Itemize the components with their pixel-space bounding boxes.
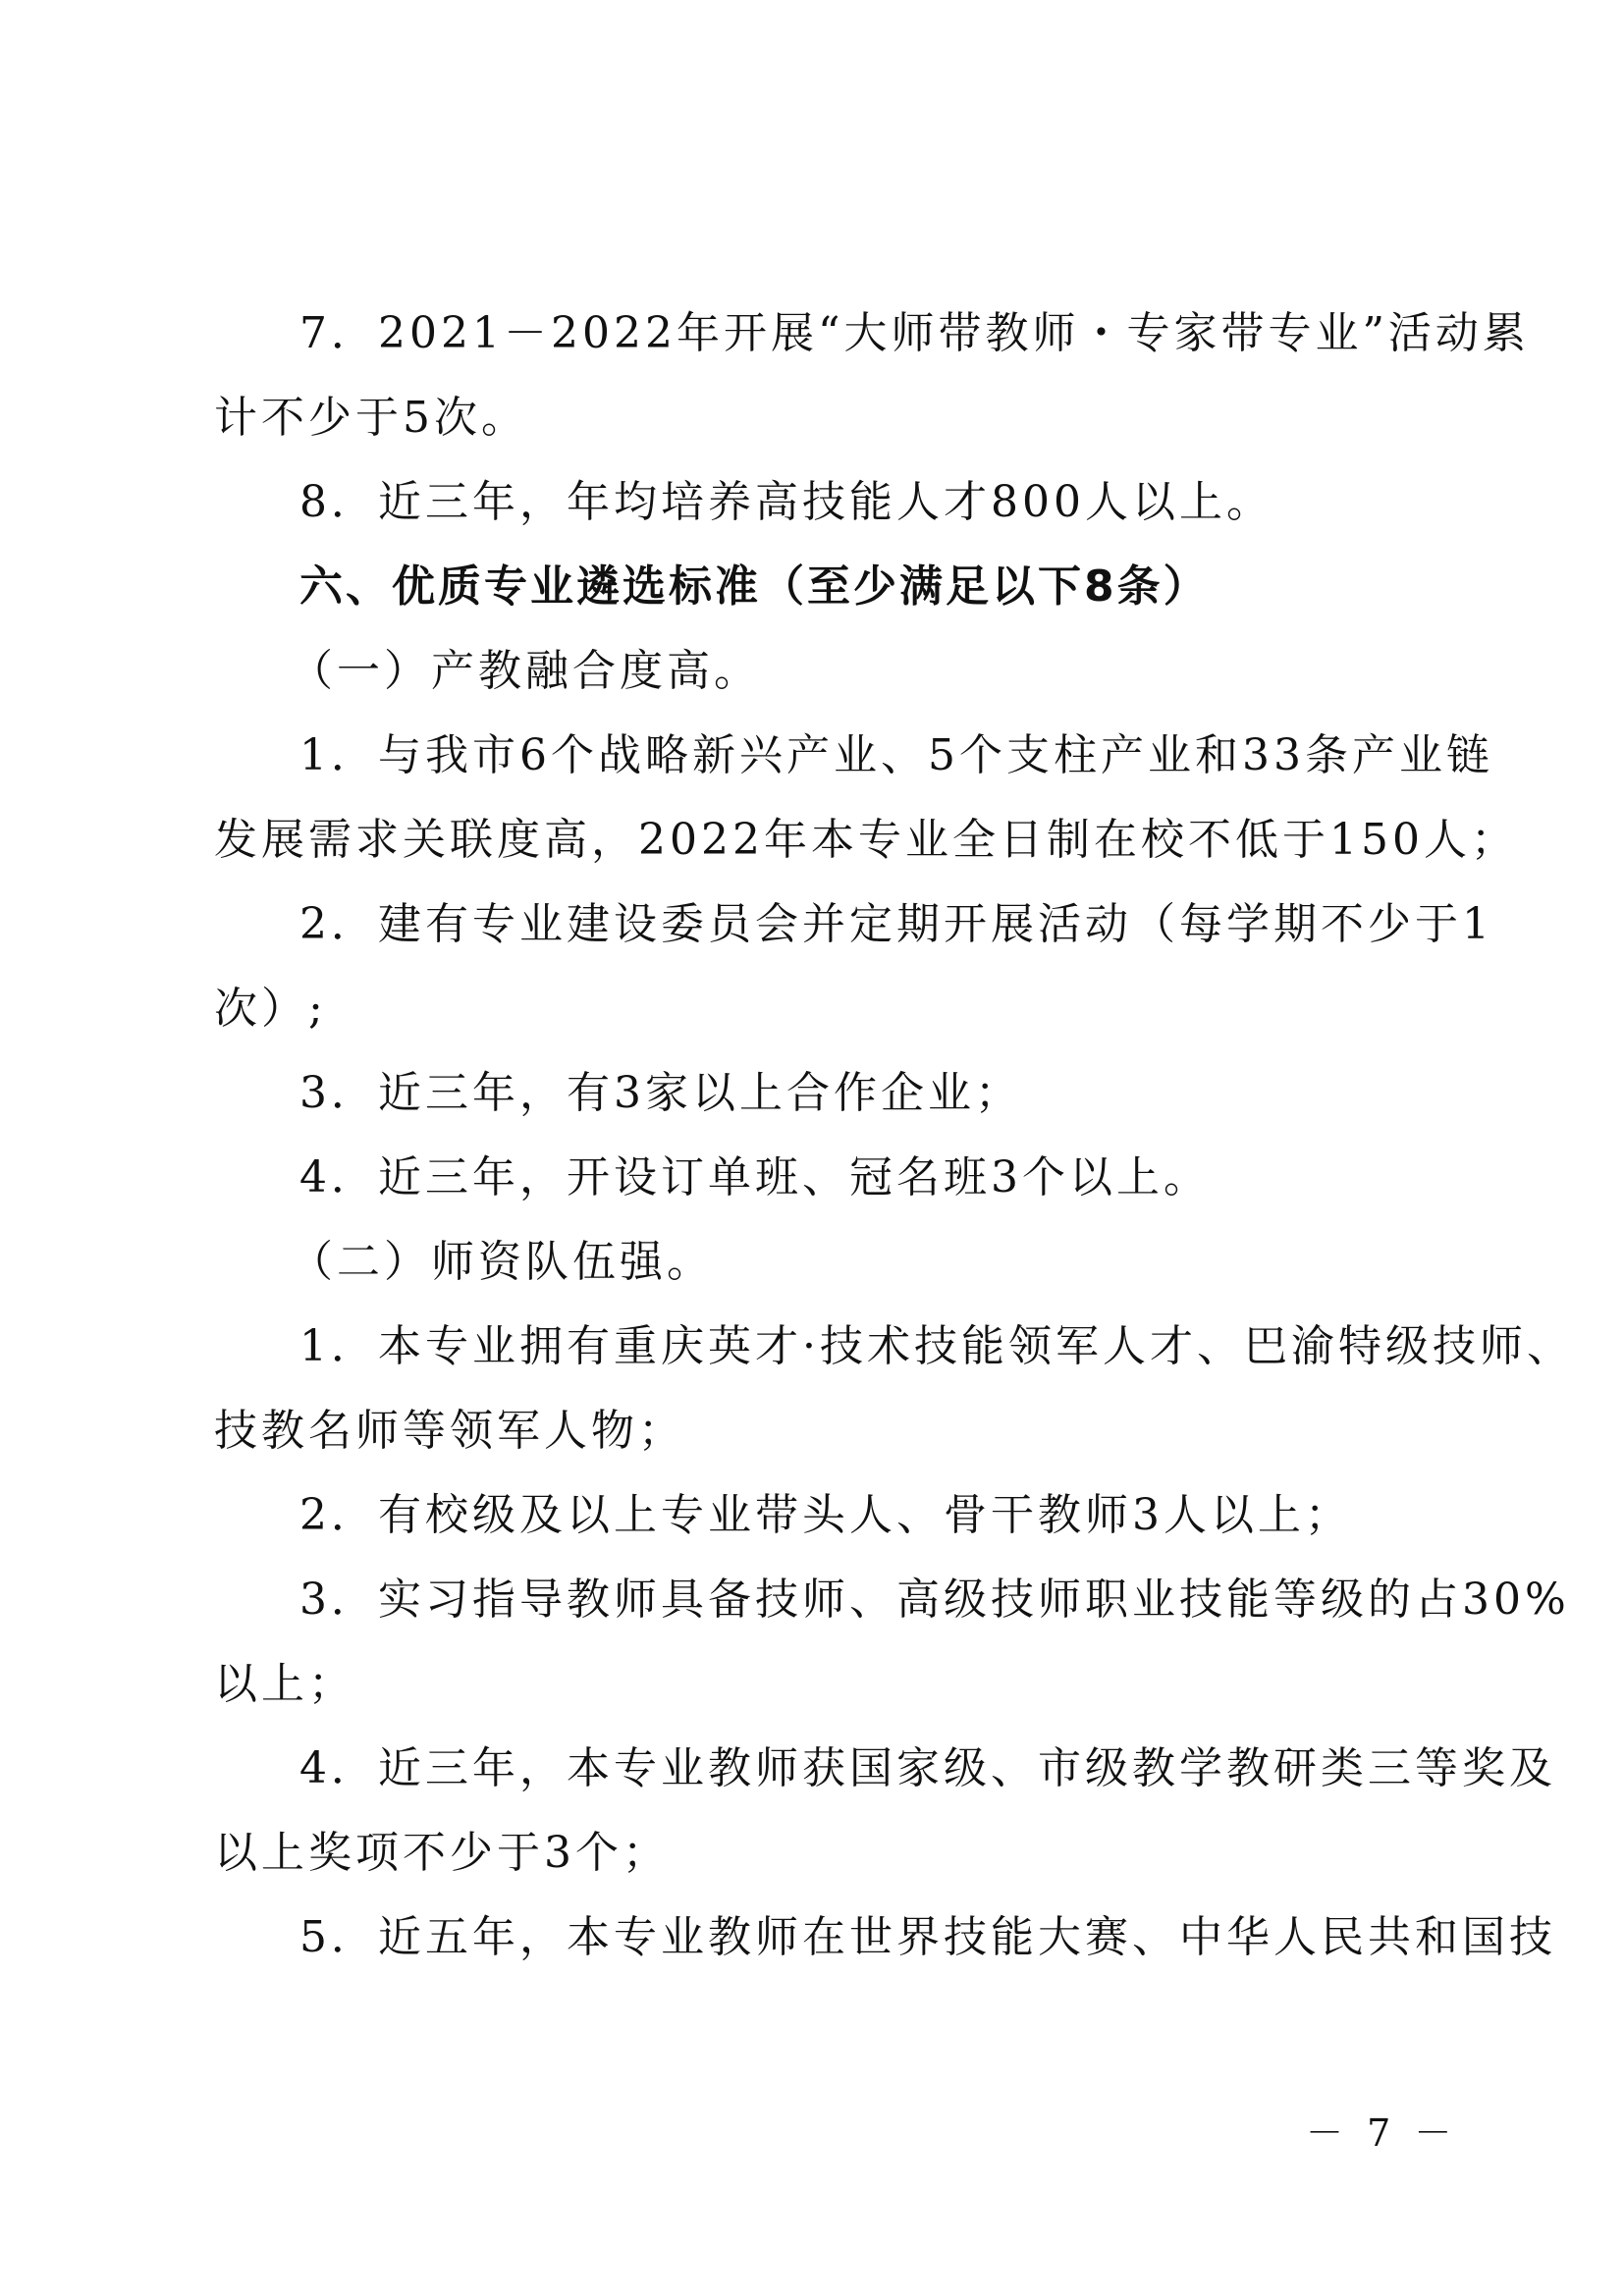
sub2-item-4-line-2: 以上奖项不少于3个； — [214, 1828, 670, 1878]
sub2-item-1-line-1: 1．本专业拥有重庆英才·技术技能领军人才、巴渝特级技师、 — [299, 1321, 1574, 1371]
page-number: － 7 － — [1306, 2111, 1458, 2155]
item-7-line-2: 计不少于5次。 — [214, 393, 528, 443]
sub2-item-2: 2．有校级及以上专业带头人、骨干教师3人以上； — [299, 1490, 1352, 1540]
subsection-2-heading: （二）师资队伍强。 — [290, 1237, 714, 1287]
sub1-item-1-line-2: 发展需求关联度高，2022年本专业全日制在校不低于150人； — [214, 815, 1518, 865]
sub2-item-3-line-2: 以上； — [214, 1659, 355, 1709]
subsection-1-heading: （一）产教融合度高。 — [290, 646, 761, 696]
sub1-item-3: 3．近三年，有3家以上合作企业； — [299, 1068, 1022, 1118]
sub1-item-1-line-1: 1．与我市6个战略新兴产业、5个支柱产业和33条产业链 — [299, 730, 1493, 780]
sub2-item-3-line-1: 3．实习指导教师具备技师、高级技师职业技能等级的占30% — [299, 1575, 1570, 1625]
item-8: 8．近三年，年均培养高技能人才800人以上。 — [299, 477, 1273, 527]
sub2-item-4-line-1: 4．近三年，本专业教师获国家级、市级教学教研类三等奖及 — [299, 1743, 1556, 1793]
section-heading: 六、优质专业遴选标准（至少满足以下8条） — [299, 561, 1210, 612]
item-7-line-1: 7．2021－2022年开展“大师带教师・专家带专业”活动累 — [299, 308, 1530, 358]
sub2-item-1-line-2: 技教名师等领军人物； — [214, 1406, 685, 1456]
sub1-item-4: 4．近三年，开设订单班、冠名班3个以上。 — [299, 1152, 1211, 1202]
sub2-item-5-line-1: 5．近五年，本专业教师在世界技能大赛、中华人民共和国技 — [299, 1912, 1556, 1962]
sub1-item-2-line-2: 次）; — [214, 984, 327, 1034]
sub1-item-2-line-1: 2．建有专业建设委员会并定期开展活动（每学期不少于1 — [299, 899, 1493, 949]
